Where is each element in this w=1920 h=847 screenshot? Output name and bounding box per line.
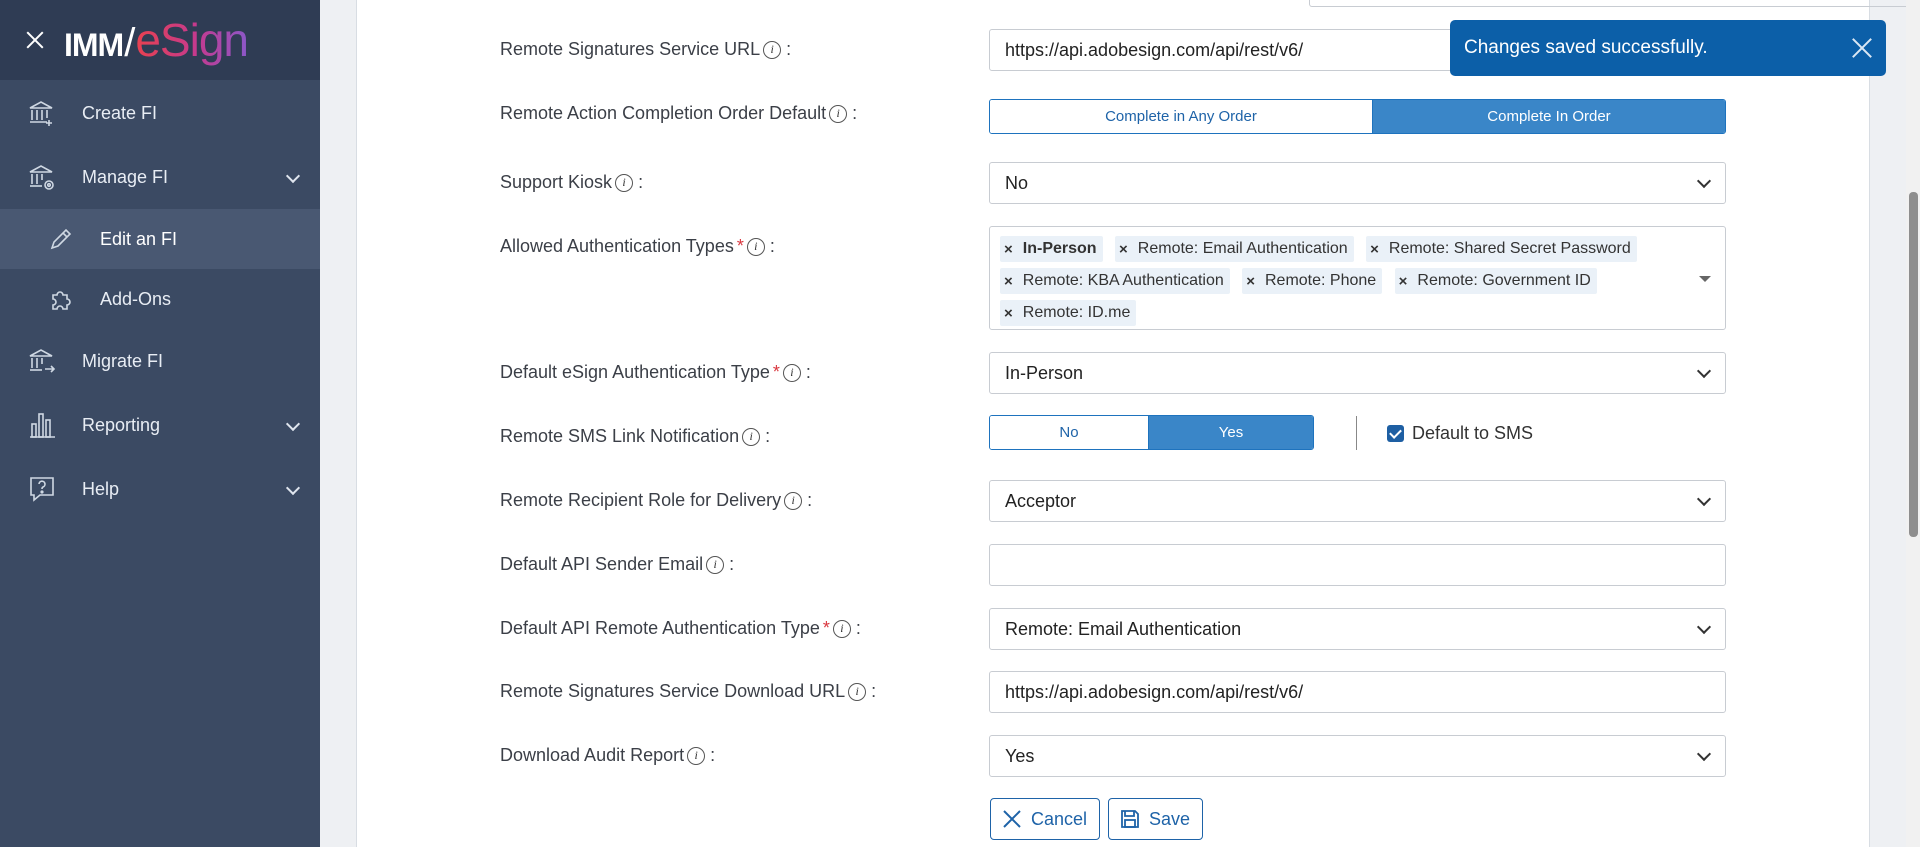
bank-arrow-icon [26, 345, 58, 377]
sms-link-toggle [989, 415, 1314, 450]
chevron-down-icon [1697, 364, 1711, 378]
tag-item: × Remote: ID.me [1000, 300, 1136, 326]
bank-plus-icon [26, 97, 58, 129]
info-icon[interactable]: i [784, 492, 802, 510]
cancel-button[interactable]: Cancel [990, 798, 1100, 840]
info-icon[interactable]: i [763, 41, 781, 59]
support-kiosk-select[interactable]: No [989, 162, 1726, 204]
close-menu-icon[interactable] [22, 27, 48, 53]
remove-tag-icon[interactable]: × [1370, 240, 1379, 258]
tag-item: × In-Person [1000, 236, 1103, 262]
info-icon[interactable]: i [615, 174, 633, 192]
info-icon[interactable]: i [848, 683, 866, 701]
sidebar-item-help[interactable]: Help [0, 457, 320, 521]
remove-tag-icon[interactable]: × [1004, 304, 1013, 322]
remove-tag-icon[interactable]: × [1246, 272, 1255, 290]
info-icon[interactable]: i [829, 105, 847, 123]
download-url-input[interactable]: https://api.adobesign.com/api/rest/v6/ [989, 671, 1726, 713]
sidebar-item-manage-fi[interactable]: Manage FI [0, 145, 320, 209]
info-icon[interactable]: i [742, 428, 760, 446]
option-no[interactable]: No [990, 416, 1148, 449]
label-recipient-role: Remote Recipient Role for Delivery i : [500, 490, 813, 510]
label-default-auth: Default eSign Authentication Type * i : [500, 362, 811, 382]
label-api-remote-auth: Default API Remote Authentication Type * i : [500, 618, 861, 638]
info-icon[interactable]: i [747, 238, 765, 256]
completion-order-toggle [989, 99, 1726, 134]
label-api-sender-email: Default API Sender Email i : [500, 554, 735, 574]
brand-bar [0, 0, 320, 80]
scrollbar[interactable] [1906, 0, 1920, 847]
label-sms-link: Remote SMS Link Notification i : [500, 426, 771, 446]
scrollbar-thumb[interactable] [1909, 192, 1918, 537]
tag-item: × Remote: KBA Authentication [1000, 268, 1230, 294]
auth-types-multiselect[interactable] [989, 226, 1726, 330]
chevron-down-icon [1697, 174, 1711, 188]
tag-item: × Remote: Government ID [1395, 268, 1597, 294]
chevron-down-icon [1697, 747, 1711, 761]
label-download-url: Remote Signatures Service Download URL i : [500, 681, 877, 701]
info-icon[interactable]: i [687, 747, 705, 765]
previous-field-edge [1309, 0, 1920, 7]
tag-item: × Remote: Email Authentication [1115, 236, 1354, 262]
label-service-url: Remote Signatures Service URL i : [500, 39, 792, 59]
label-completion-order: Remote Action Completion Order Default i : [500, 103, 858, 123]
remove-tag-icon[interactable]: × [1119, 240, 1128, 258]
bank-gear-icon [26, 161, 58, 193]
close-icon[interactable] [1850, 36, 1874, 60]
info-icon[interactable]: i [833, 620, 851, 638]
sidebar-item-add-ons[interactable]: Add-Ons [0, 269, 320, 329]
sidebar-item-create-fi[interactable]: Create FI [0, 81, 320, 145]
chevron-down-icon [1697, 492, 1711, 506]
label-auth-types: Allowed Authentication Types * i : [500, 236, 775, 256]
close-icon [1001, 808, 1023, 830]
label-audit-report: Download Audit Report i : [500, 745, 716, 765]
chevron-down-icon [1697, 620, 1711, 634]
success-toast: Changes saved successfully. [1450, 20, 1886, 76]
tag-item: × Remote: Phone [1242, 268, 1382, 294]
save-button[interactable]: Save [1108, 798, 1203, 840]
default-to-sms-checkbox[interactable]: Default to SMS [1387, 423, 1533, 444]
api-remote-auth-select[interactable]: Remote: Email Authentication [989, 608, 1726, 650]
chevron-down-icon [286, 169, 300, 183]
checkbox-checked-icon[interactable] [1387, 425, 1404, 442]
logo: IMM / eSign [64, 14, 248, 66]
info-icon[interactable]: i [783, 364, 801, 382]
sidebar-item-migrate-fi[interactable]: Migrate FI [0, 329, 320, 393]
chevron-down-icon [286, 417, 300, 431]
info-icon[interactable]: i [706, 556, 724, 574]
help-bubble-icon [26, 473, 58, 505]
remove-tag-icon[interactable]: × [1398, 272, 1408, 290]
chevron-down-icon [286, 481, 300, 495]
audit-report-select[interactable]: Yes [989, 735, 1726, 777]
label-support-kiosk: Support Kiosk i : [500, 172, 644, 192]
option-in-order[interactable]: Complete In Order [1372, 100, 1725, 133]
option-yes[interactable]: Yes [1148, 416, 1313, 449]
tag-item: × Remote: Shared Secret Password [1366, 236, 1637, 262]
dropdown-arrow-icon[interactable] [1699, 276, 1711, 282]
option-any-order[interactable]: Complete in Any Order [990, 100, 1372, 133]
remove-tag-icon[interactable]: × [1004, 272, 1013, 290]
pencil-icon [46, 224, 76, 254]
bar-chart-icon [26, 409, 58, 441]
sidebar-item-reporting[interactable]: Reporting [0, 393, 320, 457]
service-url-input[interactable]: https://api.adobesign.com/api/rest/v6/ [989, 29, 1549, 71]
recipient-role-select[interactable]: Acceptor [989, 480, 1726, 522]
remove-tag-icon[interactable]: × [1004, 240, 1013, 258]
sidebar [0, 0, 320, 847]
api-sender-email-input[interactable] [989, 544, 1726, 586]
puzzle-icon [46, 284, 76, 314]
divider [1356, 416, 1357, 450]
sidebar-item-edit-fi[interactable]: Edit an FI [0, 209, 320, 269]
default-auth-select[interactable]: In-Person [989, 352, 1726, 394]
floppy-disk-icon [1119, 808, 1141, 830]
